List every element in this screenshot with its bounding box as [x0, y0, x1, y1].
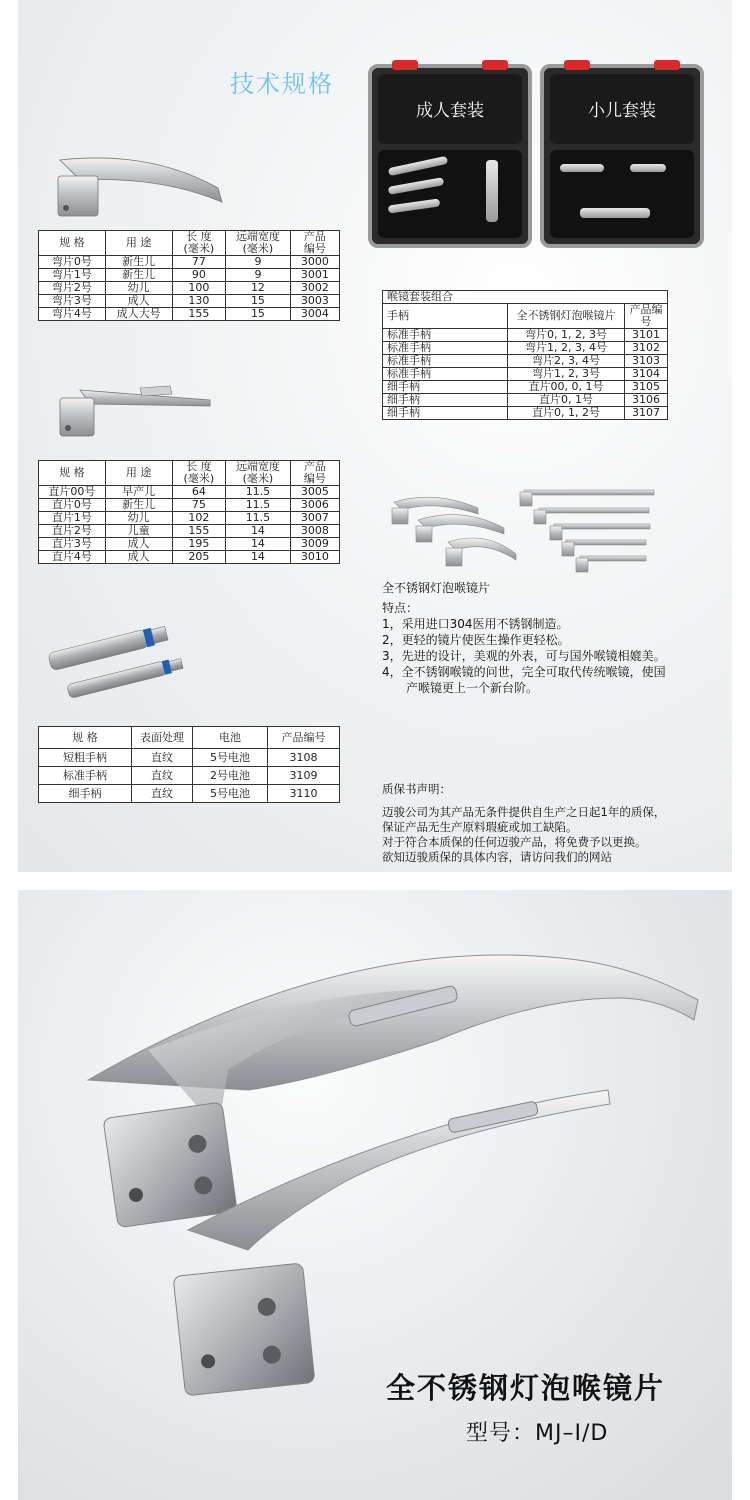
table-cell: 细手柄: [383, 407, 508, 420]
col-header: 用 途: [105, 231, 172, 256]
feature-item: 2，更轻的镜片使医生操作更轻松。: [382, 633, 570, 647]
table-cell: 标准手柄: [383, 329, 508, 342]
table-row: [39, 525, 340, 538]
table-cell: 幼儿: [105, 512, 172, 525]
table-cell: 细手柄: [39, 785, 132, 803]
table-cell: 3001: [290, 269, 339, 282]
table-cell: 11.5: [226, 499, 291, 512]
table-cell: 弯片2号: [39, 282, 106, 295]
table-cell: 205: [172, 551, 226, 564]
model-number: 型号：MJ–I/D: [466, 1421, 609, 1446]
table-row: [39, 269, 340, 282]
warranty-heading: 质保书声明：: [382, 782, 451, 796]
table-cell: 3002: [290, 282, 339, 295]
col-header: 远端宽度 (毫米): [226, 461, 291, 486]
handle-item: [486, 160, 498, 222]
table-row: [39, 256, 340, 269]
warranty-line: 欲知迈骏质保的具体内容，请访问我们的网站: [382, 850, 612, 864]
table-cell: 细手柄: [383, 394, 508, 407]
table-cell: 弯片0号: [39, 256, 106, 269]
table-cell: 弯片4号: [39, 308, 106, 321]
blade-item: [388, 156, 448, 176]
table-cell: 短粗手柄: [39, 749, 132, 767]
col-header: 产品 编号: [290, 461, 339, 486]
table-cell: 14: [226, 551, 291, 564]
table-row: [39, 785, 340, 803]
table-cell: 直纹: [132, 767, 193, 785]
table-cell: 15: [226, 308, 291, 321]
table-cell: 90: [172, 269, 226, 282]
col-header: 表面处理: [132, 727, 193, 749]
table-cell: 成人: [105, 551, 172, 564]
laryngoscope-blades-photo: [18, 890, 732, 1500]
table-row: [383, 355, 668, 368]
table-cell: 3005: [290, 486, 339, 499]
child-kit-label: 小儿套装: [588, 101, 656, 121]
table-cell: 3000: [290, 256, 339, 269]
table-row: [39, 486, 340, 499]
table-header-row: [39, 231, 340, 256]
table-cell: 3105: [625, 381, 668, 394]
table-cell: 弯片1, 2, 3号: [508, 368, 625, 381]
table-cell: 9: [226, 269, 291, 282]
table-cell: 直片0, 1, 2号: [508, 407, 625, 420]
col-header: 规 格: [39, 727, 132, 749]
warranty-section: [382, 782, 722, 865]
table-cell: 成人大号: [105, 308, 172, 321]
case-clip: [392, 60, 418, 70]
table-cell: 标准手柄: [39, 767, 132, 785]
table-cell: 100: [172, 282, 226, 295]
adult-kit-label: 成人套装: [416, 101, 484, 121]
table-cell: 弯片2, 3, 4号: [508, 355, 625, 368]
table-header-row: [39, 461, 340, 486]
warranty-line: 保证产品无生产原料瑕疵或加工缺陷。: [382, 820, 578, 834]
table-cell: 直纹: [132, 785, 193, 803]
table-cell: 3108: [268, 749, 340, 767]
table-cell: 早产儿: [105, 486, 172, 499]
table-cell: 标准手柄: [383, 342, 508, 355]
table-cell: 11.5: [226, 486, 291, 499]
features-heading: 特点：: [382, 601, 419, 615]
table-cell: 3110: [268, 785, 340, 803]
warranty-line: 迈骏公司为其产品无条件提供自生产之日起1年的质保，: [382, 805, 666, 819]
table-cell: 3102: [625, 342, 668, 355]
col-header: 产品 编号: [290, 231, 339, 256]
table-cell: 标准手柄: [383, 368, 508, 381]
table-header-row: [39, 727, 340, 749]
table-row: [39, 551, 340, 564]
straight-blade-table: [38, 460, 340, 564]
table-cell: 弯片1号: [39, 269, 106, 282]
table-row: [39, 749, 340, 767]
table-cell: 新生儿: [105, 499, 172, 512]
case-foam: [378, 150, 522, 238]
table-row: [39, 538, 340, 551]
table-row: [39, 512, 340, 525]
table-cell: 3003: [290, 295, 339, 308]
table-cell: 弯片1, 2, 3, 4号: [508, 342, 625, 355]
table-cell: 成人: [105, 295, 172, 308]
handles-image: [40, 614, 220, 704]
table-cell: 直片1号: [39, 512, 106, 525]
table-cell: 5号电池: [193, 785, 268, 803]
table-cell: 3103: [625, 355, 668, 368]
table-cell: 9: [226, 256, 291, 269]
table-cell: 细手柄: [383, 381, 508, 394]
table-cell: 64: [172, 486, 226, 499]
col-header: 电池: [193, 727, 268, 749]
table-row: [39, 767, 340, 785]
blade-item: [388, 198, 441, 213]
col-header: 手柄: [383, 304, 508, 329]
table-cell: 直片0号: [39, 499, 106, 512]
col-header: 产品编号: [625, 304, 668, 329]
table-caption-row: [383, 291, 668, 304]
warranty-line: 对于符合本质保的任何迈骏产品，将免费予以更换。: [382, 835, 647, 849]
table-cell: 直纹: [132, 749, 193, 767]
table-cell: 102: [172, 512, 226, 525]
table-cell: 标准手柄: [383, 355, 508, 368]
table-cell: 3008: [290, 525, 339, 538]
table-cell: 77: [172, 256, 226, 269]
table-cell: 新生儿: [105, 256, 172, 269]
table-cell: 直片0, 1号: [508, 394, 625, 407]
table-cell: 3104: [625, 368, 668, 381]
table-cell: 11.5: [226, 512, 291, 525]
page-title: 技术规格: [230, 70, 334, 98]
table-cell: 直片3号: [39, 538, 106, 551]
col-header: 长 度 (毫米): [172, 231, 226, 256]
table-cell: 15: [226, 295, 291, 308]
blade-item: [560, 164, 604, 172]
col-header: 远端宽度 (毫米): [226, 231, 291, 256]
table-row: [383, 407, 668, 420]
table-cell: 弯片0, 1, 2, 3号: [508, 329, 625, 342]
table-cell: 直片4号: [39, 551, 106, 564]
table-row: [39, 308, 340, 321]
table-cell: 3006: [290, 499, 339, 512]
adult-kit-case: [368, 64, 532, 248]
table-row: [383, 342, 668, 355]
col-header: 规 格: [39, 231, 106, 256]
case-clip: [564, 60, 590, 70]
child-kit-case: [540, 64, 704, 248]
table-cell: 12: [226, 282, 291, 295]
table-row: [39, 295, 340, 308]
handle-table: [38, 726, 340, 803]
feature-item: 1，采用进口304医用不锈钢制造。: [382, 617, 569, 631]
table-cell: 155: [172, 525, 226, 538]
kit-combination-table: [382, 290, 668, 420]
feature-item: 3，先进的设计，美观的外表，可与国外喉镜相媲美。: [382, 649, 666, 663]
table-cell: 3010: [290, 551, 339, 564]
feature-item: 产喉镜更上一个新台阶。: [382, 681, 539, 695]
table-cell: 155: [172, 308, 226, 321]
table-row: [39, 499, 340, 512]
blade-item: [388, 177, 445, 195]
table-cell: 直片00号: [39, 486, 106, 499]
table-cell: 3009: [290, 538, 339, 551]
table-cell: 2号电池: [193, 767, 268, 785]
blades-group-image: [374, 480, 664, 580]
product-photo-panel: [18, 890, 732, 1500]
table-row: [383, 394, 668, 407]
table-row: [39, 282, 340, 295]
case-clip: [654, 60, 680, 70]
table-row: [383, 368, 668, 381]
case-clip: [482, 60, 508, 70]
table-cell: 14: [226, 538, 291, 551]
table-cell: 75: [172, 499, 226, 512]
table-cell: 新生儿: [105, 269, 172, 282]
spec-panel: [18, 0, 732, 872]
table-cell: 儿童: [105, 525, 172, 538]
table-cell: 成人: [105, 538, 172, 551]
straight-blade-image: [40, 378, 220, 440]
table-row: [383, 381, 668, 394]
handle-item: [580, 208, 650, 218]
table-cell: 3107: [625, 407, 668, 420]
feature-item: 4，全不锈钢喉镜的问世，完全可取代传统喉镜，使国: [382, 665, 666, 679]
col-header: 长 度 (毫米): [172, 461, 226, 486]
table-cell: 幼儿: [105, 282, 172, 295]
features-section: [382, 580, 722, 696]
table-cell: 弯片3号: [39, 295, 106, 308]
table-cell: 3004: [290, 308, 339, 321]
table-cell: 直片2号: [39, 525, 106, 538]
curved-blade-table: [38, 230, 340, 321]
table-header-row: [383, 304, 668, 329]
col-header: 用 途: [105, 461, 172, 486]
table-cell: 130: [172, 295, 226, 308]
col-header: 产品编号: [268, 727, 340, 749]
table-cell: 3101: [625, 329, 668, 342]
table-row: [383, 329, 668, 342]
table-cell: 195: [172, 538, 226, 551]
table-cell: 直片00, 0, 1号: [508, 381, 625, 394]
kit-table-caption: 喉镜套装组合: [383, 291, 668, 304]
table-cell: 3007: [290, 512, 339, 525]
table-cell: 14: [226, 525, 291, 538]
feature-product-name: 全不锈钢灯泡喉镜片: [382, 581, 491, 595]
case-foam: [550, 150, 694, 238]
product-title: 全不锈钢灯泡喉镜片: [386, 1371, 666, 1405]
curved-blade-image: [40, 150, 240, 222]
col-header: 规 格: [39, 461, 106, 486]
blade-item: [630, 164, 666, 172]
table-cell: 3109: [268, 767, 340, 785]
table-cell: 3106: [625, 394, 668, 407]
table-cell: 5号电池: [193, 749, 268, 767]
col-header: 全不锈钢灯泡喉镜片: [508, 304, 625, 329]
